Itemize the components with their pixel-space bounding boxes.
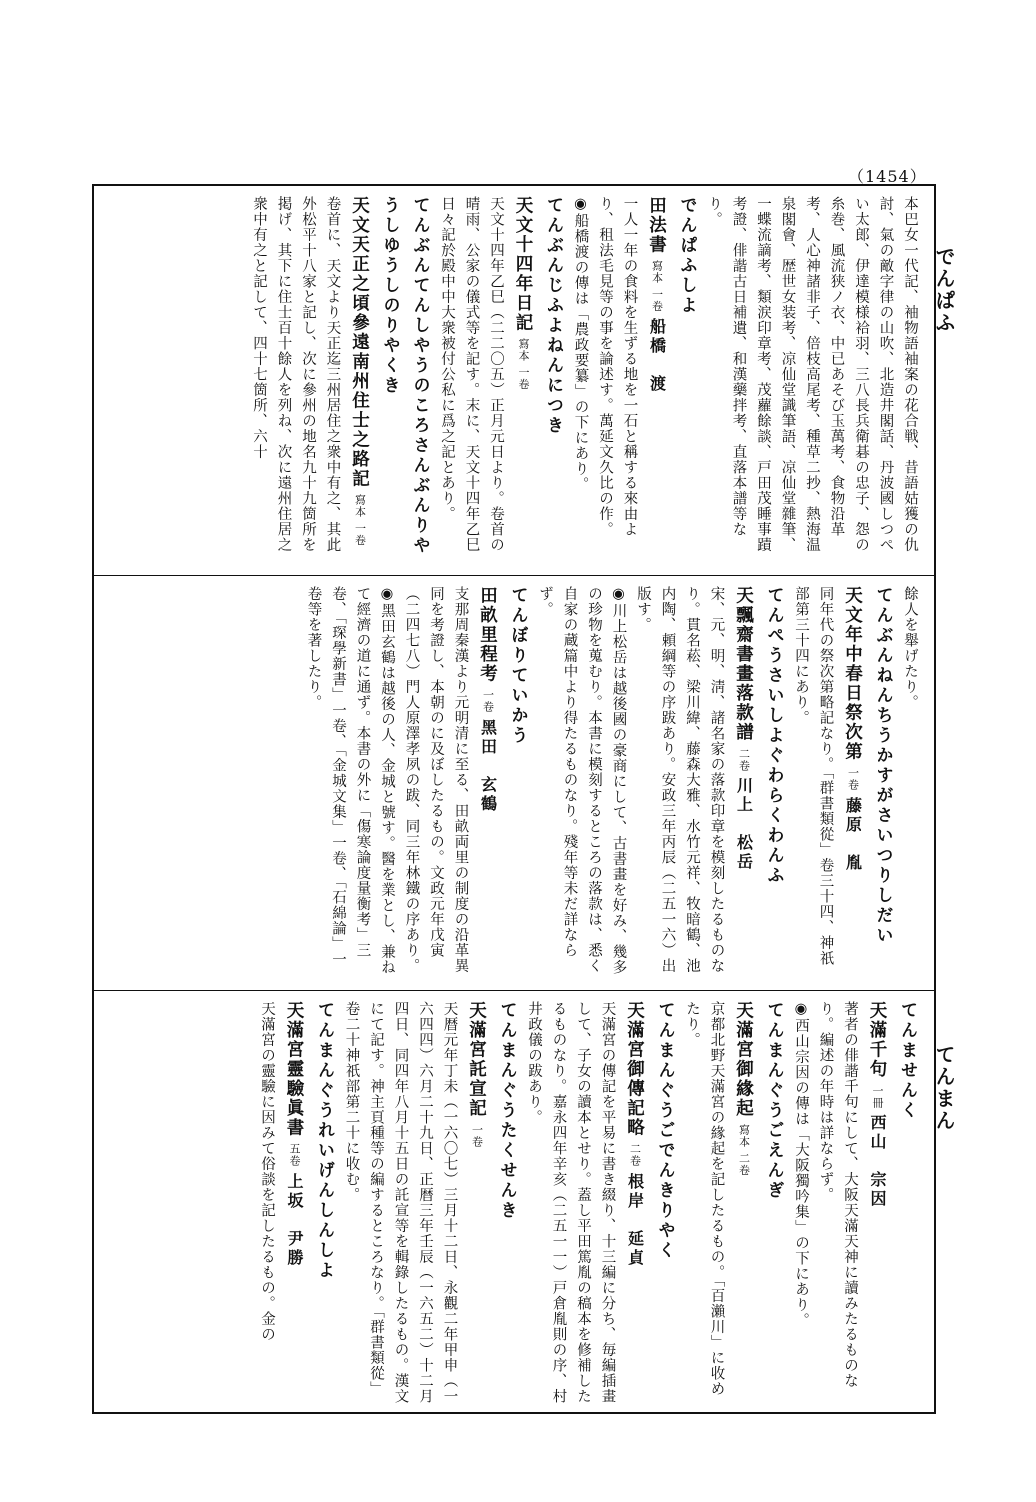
band-top	[94, 186, 934, 571]
entry-tenbun-14-nikki	[435, 196, 569, 565]
entry-tenmangu-reigen-shinsho	[255, 1001, 340, 1407]
entry-title-line	[642, 196, 672, 565]
entry-author: 川上 松岳	[734, 777, 754, 873]
entry-title-line	[279, 1001, 309, 1407]
entry-volumes: 二卷	[628, 1143, 642, 1168]
entry-author: 船橋 渡	[647, 318, 667, 395]
entry-title: 天滿宮御傳記略	[624, 1001, 645, 1138]
entry-note: ◉黑田玄鶴は越後の人、金城と號す。醫を業とし、兼ねて經濟の道に通ず。本書の外に「傷寒論度量衡考」三卷、「琛學新書」一卷、「金城文集」一卷、「石綿論」一卷等を著したり。	[305, 586, 395, 975]
entry-title: 天滿宮御緣起	[733, 1001, 754, 1118]
entry-author: 上坂 尹勝	[285, 1172, 304, 1268]
entry-reading: てんまんぐうたくせんき	[496, 1001, 517, 1221]
band-middle-columns	[94, 576, 934, 986]
entry-volumes: 五卷	[288, 1143, 301, 1168]
entry-description: 宋、元、明、淸、諸名家の落款印章を模刻したるものなり。貫名菘、梁川緯、藤森大雅、水竹元祥、牧暗鶴、池内陶、頼綱等の序跋あり。安政三年丙辰（二五一六）出版す。	[635, 586, 725, 974]
entry-volumes: 寫本 一卷	[353, 494, 367, 547]
band-middle	[94, 575, 934, 986]
entry-title: 天文十四年日記	[513, 196, 533, 333]
entry-description: 天滿宮の傳記を平易に書き綴り、十三編に分ち、毎編插畫して、子女の讀本とせり。蓋し平田篤胤の稿本を修補したるものなり。嘉永四年辛亥（二五一一）戸倉胤則の序、村井政儀の跋あり。	[526, 1001, 616, 1404]
entry-author: 西山 宗因	[868, 1114, 887, 1210]
entry-title: 天滿宮靈驗眞書	[284, 1001, 304, 1138]
continuation-text: 餘人を舉げたり。	[902, 586, 918, 710]
entry-title: 田畝里程考	[477, 586, 498, 684]
entry-note: ◉川上松岳は越後國の豪商にして、古書畫を好み、幾多の珍物を蒐むり。本書に模刻するところの落款は、悉く自家の蔵篇中より得たるものなり。殘年等未だ詳ならず。	[537, 586, 627, 975]
entry-volumes: 一卷	[846, 767, 860, 792]
entry-title: 天文年中春日祭次第	[842, 586, 863, 762]
entry-description: 天文十四年乙巳（二二〇五）正月元日より。卷首の晴雨、公家の儀式等を記す。末に、天文十四年乙巳日々記於殿中中大衆被付公私に爲之記とあり。	[439, 196, 504, 553]
index-label-top: でんぱふ	[932, 246, 956, 334]
entry-reading: てんまんぐうごでんきりやく	[654, 1001, 675, 1261]
entry-reading: てんぶんじふよねんにつき	[543, 196, 563, 436]
entry-volumes: 二卷	[737, 747, 751, 772]
index-label-bottom: てんまん	[932, 1044, 956, 1132]
entry-title-line	[462, 1001, 492, 1407]
entry-tenbun-tensho-roki	[247, 196, 435, 565]
entry-volumes: 一卷	[481, 689, 495, 714]
entry-tenmangu-goengi	[680, 1001, 789, 1407]
entry-reading: てんまんぐうごえんぎ	[763, 1001, 784, 1201]
entry-title: 天滿千句	[867, 1001, 887, 1079]
entry-description: 天暦元年丁未（一六〇七）三月十二日、永觀二年甲申（一六四四）六月二十九日、正暦三年壬辰（一六五二）十二月四日、同四年八月十五日の託宣等を輯錄したるもの。漢文にて記す。神主頁種等の編するところなり。「群書類從」卷二十神祇部第二十に收む。	[343, 1001, 458, 1404]
entry-description: 京都北野天滿宮の緣起を記したるもの。「百瀨川」に收めたり。	[684, 1001, 725, 1397]
entry-denpafusho	[568, 196, 702, 565]
entry-title-line	[473, 586, 503, 980]
entry-reading: てんませんく	[897, 1001, 917, 1121]
entry-denpo-riteiko	[301, 586, 533, 980]
entry-description: 卷首に、天文より天正迄三州居住之衆中有之、其此外松平十八家と記し、次に參州の地名九十九箇所を掲げ、其下に住士百十餘人を列ね、次に遠州住居之衆中有之と記して、四十七箇所、六十	[251, 196, 341, 553]
entry-reading: てんまんぐうれいげんしんしよ	[314, 1001, 334, 1281]
entry-volumes: 寫本 一卷	[517, 338, 530, 391]
page-number: （1454）	[848, 167, 927, 186]
entry-kasuga-sai-shidai	[789, 586, 898, 980]
entry-title: 天文天正之頃參遠南州住士之路記	[349, 196, 370, 489]
entry-reading: てんぺうさいしよぐわらくわんふ	[763, 586, 784, 886]
entry-title-line	[862, 1001, 892, 1407]
entry-title-line	[838, 586, 868, 980]
entry-tenma-senku	[789, 1001, 923, 1407]
band-top-columns	[94, 186, 934, 571]
entry-volumes: 寫本 二卷	[737, 1123, 751, 1177]
entry-volumes: 一卷	[470, 1123, 484, 1148]
entry-title: 田法書	[646, 196, 667, 255]
continuation-text: 本巴女一代記、袖物語袖案の花合戦、昔語姑獲の仇討、氣の敵字律の山吹、北造井閣話、丹波國しつぺい太郎、伊達模様袷羽、三八長兵衛碁の忠子、怨の糸巻、風流狭ノ衣、中已あそび玉萬考、食物沿革考、人心神諸非子、倍枝高尾考、種草二抄、熱海温泉閣會、歴世女装考、凉仙堂識筆語、凉仙堂雜筆、一蝶流謫考、類涙印章考、茂蘿餘談、戸田茂睡事蹟考證、俳諧古日補遺、和漢藥拌考、直落本譜等なり。	[706, 196, 918, 553]
band-bottom	[94, 990, 934, 1413]
entry-title: 天滿宮託宣記	[466, 1001, 487, 1118]
entry-volumes: 一冊	[871, 1084, 884, 1109]
entry-description: 一人一年の食料を生ずる地を一石と稱する來由より、租法毛見等の事を論述す。萬延文久比の作。	[597, 196, 638, 537]
entry-volumes: 寫本 一卷	[650, 260, 664, 313]
entry-title-line	[345, 196, 375, 565]
entry-note: ◉西山宗因の傳は「大阪獨吟集」の下にあり。	[793, 1001, 809, 1328]
entry-tenpyosai-rakkanfu	[533, 586, 789, 980]
entry-title-line	[729, 1001, 759, 1407]
entry-reading: てんぼりていかう	[507, 586, 528, 746]
band-bottom-columns	[94, 991, 934, 1413]
entry-author: 藤原 胤	[843, 796, 863, 873]
entry-author: 根岸 延貞	[625, 1172, 645, 1268]
entry-description: 著者の俳諧千句にして、大阪天滿天神に讀みたるものなり。編述の年時は詳ならず。	[817, 1001, 858, 1389]
entry-tenmangu-godenkiryaku	[522, 1001, 680, 1407]
entry-description: 天滿宮の靈驗に因みて俗談を記したるもの。金の	[259, 1001, 275, 1342]
entry-title-line	[508, 196, 538, 565]
dictionary-frame	[92, 184, 936, 1414]
entry-reading: でんぱふしよ	[676, 196, 697, 316]
entry-title-line	[620, 1001, 650, 1407]
entry-title-line	[729, 586, 759, 980]
entry-description: 同年代の祭次第略記なり。「群書類從」卷三十四、神祇部第三十四にあり。	[793, 586, 834, 967]
entry-tenmangu-takusenki	[339, 1001, 522, 1407]
entry-title: 天飄齋書畫落款譜	[733, 586, 754, 742]
entry-reading: てんぶんねんちうかすがさいつりしだい	[872, 586, 893, 946]
entry-description: 支那周秦漢より元明清に至る、田畝両里の制度の沿革異同を考證し、本朝のに及ぼしたるもの。文政元年戊寅（二四七八）門人原澤孝夙の跋、同三年林鐵の序あり。	[403, 586, 469, 974]
entry-note: ◉船橋渡の傳は「農政要纂」の下にあり。	[572, 196, 589, 492]
entry-reading: てんぶんてんしやうのころさんぶんりやうしゆうしのりやくき	[379, 196, 430, 556]
entry-author: 黑田 玄鶴	[478, 718, 498, 814]
